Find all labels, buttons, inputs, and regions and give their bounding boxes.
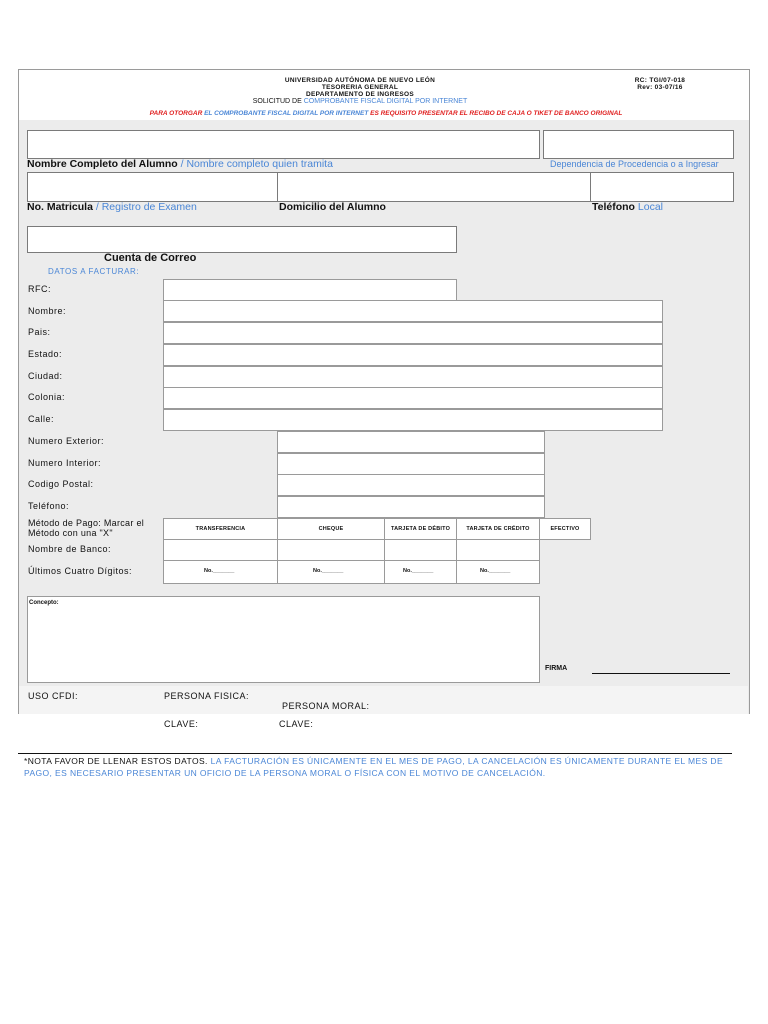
matricula-label [27, 201, 197, 213]
matricula-label-alt: / Registro de Examen [95, 201, 197, 213]
phone-label-alt: Local [637, 201, 664, 213]
pais-input[interactable] [163, 322, 663, 344]
concept-field[interactable] [27, 596, 540, 683]
ciudad-input[interactable] [163, 366, 663, 388]
nombre-input[interactable] [163, 300, 663, 322]
payment-transferencia[interactable]: TRANSFERENCIA [163, 518, 278, 540]
estado-label: Estado: [28, 349, 63, 359]
footer-note-blue: LA FACTURACIÓN ES ÚNICAMENTE EN EL MES DE PAGO, LA CANCELACIÓN ES ÚNICAMENTE DURANTE EL MES DE PAGO, ES NECESARIO PRESENTAR UN OFICIO DE LA PERSONA MORAL O FÍSICA CON EL MOTIVO DE CANCELACIÓN. [24, 756, 724, 778]
payment-cheque[interactable]: CHEQUE [277, 518, 385, 540]
clave-moral-label: CLAVE: [279, 719, 314, 729]
phone-label [592, 201, 663, 213]
pais-label: Pais: [28, 327, 51, 337]
treasury-name: TESORERIA GENERAL [321, 84, 399, 91]
ciudad-label: Ciudad: [28, 371, 63, 381]
payment-efectivo[interactable]: EFECTIVO [539, 518, 591, 540]
student-name-label-alt: / Nombre completo quien tramita [180, 158, 333, 170]
form-revision: Rev: 03-07/16 [637, 84, 683, 91]
cfdi-label: USO CFDI: [28, 691, 79, 701]
form-code: RC: TGI/07-018 [634, 77, 686, 84]
signature-line[interactable] [592, 673, 730, 674]
clave-row [18, 714, 750, 734]
clave-fisica-label: CLAVE: [164, 719, 199, 729]
codigo-postal-label: Codigo Postal: [28, 479, 94, 489]
numero-interior-label: Numero Interior: [28, 458, 102, 468]
colonia-input[interactable] [163, 387, 663, 409]
address-field[interactable] [277, 172, 591, 202]
bank-cell-cheque[interactable] [277, 539, 385, 561]
student-name-label [27, 158, 333, 170]
address-label: Domicilio del Alumno [279, 201, 386, 213]
nombre-label: Nombre: [28, 306, 67, 316]
calle-label: Calle: [28, 414, 55, 424]
rfc-input[interactable] [163, 279, 457, 301]
bank-cell-credito[interactable] [456, 539, 540, 561]
department-name: DEPARTAMENTO DE INGRESOS [306, 91, 414, 98]
email-field[interactable] [27, 226, 457, 253]
numero-interior-input[interactable] [277, 453, 545, 475]
bank-name-label: Nombre de Banco: [28, 544, 112, 554]
digits-placeholder-cheque: No._______ [313, 568, 344, 574]
matricula-field[interactable] [27, 172, 278, 202]
notice-red-1: PARA OTORGAR [149, 110, 203, 117]
form-title-blue: COMPROBANTE FISCAL DIGITAL POR INTERNET [303, 98, 468, 105]
telefono-label: Teléfono: [28, 501, 70, 511]
payment-credito[interactable]: TARJETA DE CRÉDITO [456, 518, 540, 540]
persona-fisica-label: PERSONA FISICA: [164, 691, 250, 701]
footer-divider [18, 753, 732, 754]
estado-input[interactable] [163, 344, 663, 366]
digits-placeholder-credito: No._______ [480, 568, 511, 574]
university-name: UNIVERSIDAD AUTÓNOMA DE NUEVO LEÓN [284, 77, 436, 84]
persona-moral-label: PERSONA MORAL: [282, 701, 370, 711]
footer-note [24, 755, 732, 779]
codigo-postal-input[interactable] [277, 474, 545, 496]
numero-exterior-input[interactable] [277, 431, 545, 453]
numero-exterior-label: Numero Exterior: [28, 436, 105, 446]
matricula-label-main: No. Matricula [27, 201, 93, 213]
calle-input[interactable] [163, 409, 663, 431]
form-title-prefix: SOLICITUD DE [252, 98, 302, 105]
dependency-label: Dependencia de Procedencia o a Ingresar [550, 159, 719, 169]
billing-section-title: DATOS A FACTURAR: [48, 267, 140, 276]
notice-red-2: ES REQUISITO PRESENTAR EL RECIBO DE CAJA O TIKET DE BANCO ORIGINAL [370, 110, 623, 117]
notice-blue: EL COMPROBANTE FISCAL DIGITAL POR INTERNET [204, 110, 369, 117]
header-notice [60, 110, 712, 117]
footer-note-black: *NOTA FAVOR DE LLENAR ESTOS DATOS. [24, 756, 208, 766]
colonia-label: Colonia: [28, 392, 66, 402]
digits-placeholder-transferencia: No._______ [204, 568, 235, 574]
concept-label: Concepto: [29, 600, 59, 606]
dependency-field[interactable] [543, 130, 734, 159]
telefono-input[interactable] [277, 496, 545, 518]
bank-cell-transferencia[interactable] [163, 539, 278, 561]
student-name-field[interactable] [27, 130, 540, 159]
cfdi-area [19, 686, 748, 714]
phone-field[interactable] [590, 172, 734, 202]
payment-debito[interactable]: TARJETA DE DÉBITO [384, 518, 457, 540]
rfc-label: RFC: [28, 284, 51, 294]
email-label: Cuenta de Correo [104, 252, 197, 264]
firma-label: FIRMA [545, 665, 568, 672]
form-title [200, 98, 520, 105]
student-name-label-main: Nombre Completo del Alumno [27, 158, 178, 170]
phone-label-main: Teléfono [592, 201, 635, 213]
digits-placeholder-debito: No._______ [403, 568, 434, 574]
payment-method-label: Método de Pago: Marcar el Método con una "X" [28, 518, 145, 538]
bank-cell-debito[interactable] [384, 539, 457, 561]
last-digits-label: Últimos Cuatro Dígitos: [28, 566, 133, 576]
